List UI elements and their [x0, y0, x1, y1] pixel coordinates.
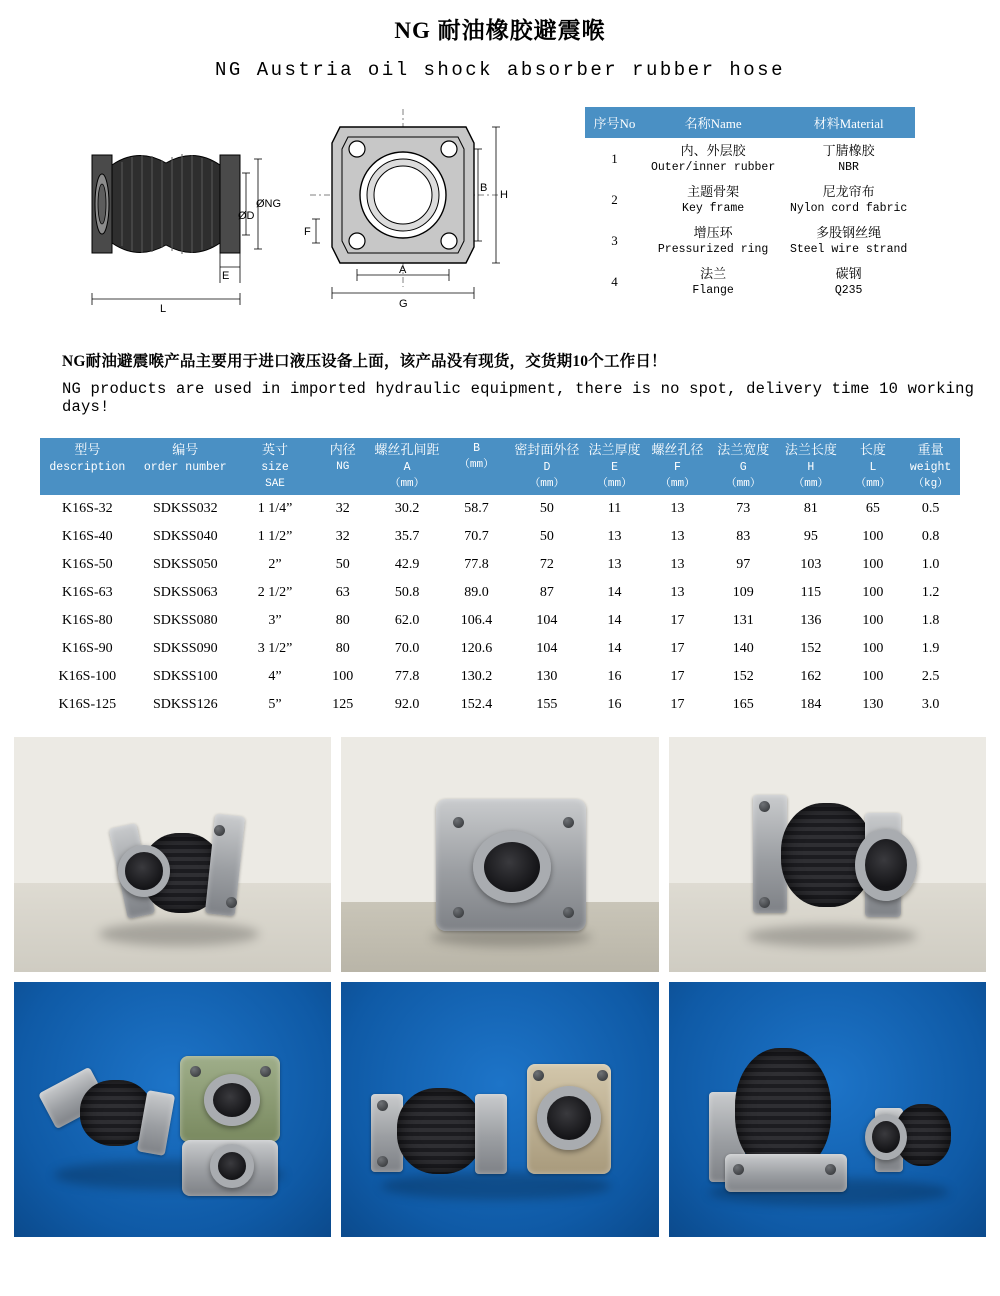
spec-cell-weight: 1.0	[921, 557, 940, 573]
material-name-en: Key frame	[682, 201, 745, 215]
spec-header-flange-length-h	[777, 438, 845, 495]
drawing-side-svg	[70, 107, 290, 317]
spec-cell-ng: 80	[335, 613, 350, 629]
spec-cell-e: 11	[607, 501, 622, 517]
material-cell-index: 4	[611, 273, 618, 289]
spec-cell-l: 130	[862, 697, 884, 713]
spec-cell-f: 17	[670, 613, 685, 629]
spec-cell-f: 13	[670, 585, 685, 601]
spec-header-l3: （mm）	[855, 477, 891, 490]
spec-cell-weight: 0.5	[921, 501, 940, 517]
spec-cell-weight: 1.9	[921, 641, 940, 657]
spec-header-l1: 法兰长度	[784, 442, 837, 457]
spec-cell-ng: 80	[335, 641, 350, 657]
material-name-cn: 主题骨架	[687, 184, 740, 200]
spec-cell-order: SDKSS090	[153, 641, 218, 657]
top-diagram-area	[0, 97, 1000, 327]
material-cell-name	[644, 179, 783, 220]
spec-cell-g: 83	[736, 529, 751, 545]
spec-cell-d: 50	[539, 501, 554, 517]
material-name-en: Flange	[692, 283, 734, 297]
spec-cell-l: 65	[865, 501, 880, 517]
spec-cell-ng: 32	[335, 529, 350, 545]
spec-table-wrapper	[40, 438, 960, 719]
table-row	[40, 691, 960, 719]
description-paragraph	[62, 349, 1000, 416]
spec-cell-e: 13	[607, 529, 622, 545]
spec-table	[40, 438, 960, 719]
table-row	[40, 635, 960, 663]
spec-cell-order: SDKSS100	[153, 669, 218, 685]
spec-header-l3: （mm）	[793, 477, 829, 490]
spec-cell-model: K16S-40	[62, 529, 113, 545]
product-photo-angle-view	[14, 737, 331, 972]
spec-cell-e: 14	[607, 585, 622, 601]
photo-row-top	[0, 737, 1000, 972]
spec-cell-e: 14	[607, 641, 622, 657]
material-name-cn: 内、外层胶	[680, 143, 746, 158]
spec-cell-h: 152	[800, 641, 822, 657]
table-row	[40, 551, 960, 579]
spec-cell-size: 1 1/4”	[257, 501, 293, 517]
spec-cell-ng: 63	[335, 585, 350, 601]
drawing-label-dd: ØD	[238, 210, 255, 222]
material-header-index: 序号No	[586, 108, 644, 138]
material-material-en: Steel wire strand	[789, 242, 908, 256]
spec-cell-order: SDKSS063	[153, 585, 218, 601]
spec-cell-a: 30.2	[394, 501, 420, 517]
material-cell-material	[783, 179, 915, 220]
spec-cell-b: 58.7	[464, 501, 489, 517]
spec-header-row	[40, 438, 960, 495]
spec-cell-size: 4”	[268, 669, 282, 685]
spec-cell-order: SDKSS050	[153, 557, 218, 573]
spec-cell-model: K16S-50	[62, 557, 113, 573]
drawing-label-b: B	[480, 182, 488, 194]
spec-cell-h: 184	[800, 697, 822, 713]
product-photo-group-right	[669, 982, 986, 1237]
spec-cell-d: 104	[536, 613, 558, 629]
material-cell-name	[644, 138, 783, 180]
spec-header-bolt-hole-diameter-f	[646, 438, 710, 495]
spec-cell-size: 3”	[268, 613, 282, 629]
spec-cell-b: 120.6	[460, 641, 493, 657]
spec-cell-g: 97	[736, 557, 751, 573]
spec-header-weight	[901, 438, 960, 495]
spec-cell-order: SDKSS032	[153, 501, 218, 517]
spec-header-l2: description	[49, 460, 126, 474]
spec-cell-h: 115	[800, 585, 822, 601]
technical-drawing-side	[70, 107, 290, 322]
spec-cell-model: K16S-80	[62, 613, 113, 629]
spec-header-l3: （mm）	[458, 458, 495, 471]
material-material-en: NBR	[838, 160, 859, 174]
spec-header-l1: 重量	[917, 442, 944, 457]
spec-header-l1: 螺丝孔径	[651, 442, 704, 457]
product-photo-side-view	[669, 737, 986, 972]
photo-bore	[865, 1114, 907, 1160]
product-photo-gallery	[0, 737, 1000, 1237]
spec-header-seal-outer-diameter-d	[510, 438, 583, 495]
material-table	[585, 107, 915, 302]
spec-header-l1: 编号	[172, 442, 199, 457]
spec-cell-g: 165	[732, 697, 754, 713]
spec-cell-l: 100	[862, 613, 884, 629]
material-table-row	[586, 179, 915, 220]
spec-cell-size: 3 1/2”	[257, 641, 293, 657]
spec-header-bolt-spacing-a	[371, 438, 442, 495]
material-cell-name	[644, 261, 783, 302]
material-cell-index: 3	[611, 232, 618, 248]
spec-cell-a: 92.0	[394, 697, 420, 713]
spec-cell-size: 2”	[268, 557, 282, 573]
spec-header-inner-diameter	[314, 438, 371, 495]
spec-header-l1: 型号	[74, 442, 101, 457]
spec-cell-model: K16S-90	[62, 641, 113, 657]
material-header-name: 名称Name	[644, 108, 783, 138]
drawing-label-h: H	[500, 189, 508, 201]
spec-cell-f: 17	[670, 641, 685, 657]
spec-cell-order: SDKSS040	[153, 529, 218, 545]
product-photo-front-view	[341, 737, 658, 972]
material-table-row	[586, 138, 915, 180]
spec-header-l2: E	[611, 460, 618, 474]
spec-cell-b: 106.4	[460, 613, 493, 629]
table-row	[40, 523, 960, 551]
spec-cell-a: 62.0	[394, 613, 420, 629]
spec-cell-l: 100	[862, 669, 884, 685]
spec-cell-g: 131	[732, 613, 754, 629]
spec-cell-d: 155	[536, 697, 558, 713]
photo-bore	[855, 829, 917, 901]
spec-cell-d: 130	[536, 669, 558, 685]
spec-cell-h: 81	[803, 501, 818, 517]
spec-header-l2: F	[674, 460, 681, 474]
spec-cell-order: SDKSS080	[153, 613, 218, 629]
material-cell-name	[644, 220, 783, 261]
spec-header-l3: （mm）	[725, 477, 761, 490]
material-material-cn: 碳钢	[835, 266, 862, 282]
spec-header-l2: A	[403, 460, 411, 474]
spec-header-b	[443, 438, 511, 495]
material-header-material: 材料Material	[783, 108, 915, 138]
spec-cell-b: 77.8	[464, 557, 489, 573]
spec-header-flange-width-g	[709, 438, 777, 495]
table-row	[40, 495, 960, 523]
spec-header-length-l	[845, 438, 901, 495]
spec-cell-h: 136	[800, 613, 822, 629]
spec-cell-model: K16S-32	[62, 501, 113, 517]
spec-cell-model: K16S-63	[62, 585, 113, 601]
spec-cell-d: 87	[539, 585, 554, 601]
spec-cell-a: 70.0	[394, 641, 420, 657]
material-name-cn: 法兰	[700, 266, 727, 282]
spec-cell-h: 162	[800, 669, 822, 685]
spec-cell-f: 13	[670, 529, 685, 545]
spec-cell-ng: 50	[335, 557, 350, 573]
photo-bellow	[397, 1088, 483, 1174]
drawing-label-e: E	[222, 270, 230, 282]
spec-header-l2: H	[807, 460, 815, 474]
page-title-cn: NG 耐油橡胶避震喉	[394, 18, 606, 43]
spec-header-l2: L	[869, 460, 877, 474]
spec-cell-g: 140	[732, 641, 754, 657]
spec-cell-a: 35.7	[394, 529, 420, 545]
spec-header-l2: weight	[909, 460, 952, 474]
spec-header-l3: （kg）	[912, 477, 949, 490]
spec-header-l1: 英寸	[262, 442, 289, 457]
table-row	[40, 579, 960, 607]
spec-header-l1: 法兰厚度	[588, 442, 641, 457]
product-photo-group-left	[14, 982, 331, 1237]
spec-cell-g: 73	[736, 501, 751, 517]
description-line-cn: NG耐油避震喉产品主要用于进口液压设备上面，该产品没有现货，交货期10个工作日！	[62, 353, 667, 370]
spec-cell-h: 95	[803, 529, 818, 545]
photo-flange	[475, 1094, 507, 1174]
material-material-cn: 尼龙帘布	[822, 184, 875, 200]
spec-header-l1: 螺丝孔间距	[374, 442, 440, 457]
spec-cell-e: 16	[607, 669, 622, 685]
spec-cell-size: 5”	[268, 697, 282, 713]
spec-header-l2: order number	[143, 460, 227, 474]
table-row	[40, 663, 960, 691]
spec-cell-weight: 3.0	[921, 697, 940, 713]
material-table-header-row	[586, 108, 915, 138]
spec-header-l2: size	[261, 460, 289, 474]
spec-header-size	[236, 438, 314, 495]
spec-header-order-number	[135, 438, 236, 495]
spec-cell-a: 42.9	[394, 557, 420, 573]
spec-header-l3: SAE	[265, 477, 285, 490]
spec-cell-a: 50.8	[394, 585, 420, 601]
spec-cell-model: K16S-125	[58, 697, 117, 713]
spec-cell-f: 17	[670, 697, 685, 713]
spec-cell-l: 100	[862, 585, 884, 601]
spec-header-l3: （mm）	[529, 477, 565, 490]
spec-cell-f: 13	[670, 557, 685, 573]
spec-cell-model: K16S-100	[58, 669, 117, 685]
spec-header-l3: （mm）	[596, 477, 633, 490]
spec-cell-b: 89.0	[464, 585, 489, 601]
spec-cell-g: 152	[732, 669, 754, 685]
page-title-en: NG Austria oil shock absorber rubber hose	[215, 59, 785, 81]
spec-cell-f: 13	[670, 501, 685, 517]
spec-cell-d: 104	[536, 641, 558, 657]
spec-cell-b: 70.7	[464, 529, 489, 545]
spec-cell-l: 100	[862, 529, 884, 545]
spec-cell-b: 152.4	[460, 697, 493, 713]
spec-cell-h: 103	[800, 557, 822, 573]
material-cell-material	[783, 138, 915, 180]
spec-header-l1: 法兰宽度	[717, 442, 770, 457]
spec-header-l1: 内径	[329, 442, 356, 457]
material-material-cn: 多股钢丝绳	[816, 225, 882, 241]
material-cell-index: 2	[611, 191, 618, 207]
spec-cell-e: 13	[607, 557, 622, 573]
spec-cell-l: 100	[862, 557, 884, 573]
photo-row-bottom	[0, 982, 1000, 1237]
material-cell-material	[783, 220, 915, 261]
drawing-flange-svg	[300, 97, 540, 312]
spec-header-l3: （mm）	[389, 477, 425, 490]
spec-cell-l: 100	[862, 641, 884, 657]
spec-cell-weight: 1.2	[921, 585, 940, 601]
spec-header-l1: 长度	[859, 442, 886, 457]
spec-header-l2: D	[543, 460, 551, 474]
material-table-row	[586, 220, 915, 261]
spec-cell-f: 17	[670, 669, 685, 685]
drawing-label-dng: ØNG	[256, 198, 282, 210]
spec-header-l2: B	[473, 442, 480, 455]
table-row	[40, 607, 960, 635]
spec-cell-g: 109	[732, 585, 754, 601]
spec-cell-size: 1 1/2”	[257, 529, 293, 545]
product-photo-group-center	[341, 982, 658, 1237]
spec-cell-weight: 0.8	[921, 529, 940, 545]
spec-cell-b: 130.2	[460, 669, 493, 685]
spec-cell-ng: 125	[332, 697, 354, 713]
spec-table-body	[40, 495, 960, 719]
technical-drawing-flange-face	[300, 97, 540, 317]
spec-header-l2: G	[739, 460, 747, 474]
spec-header-description	[40, 438, 135, 495]
drawing-label-g: G	[399, 298, 408, 310]
spec-header-l3: NG	[336, 460, 350, 473]
material-material-en: Q235	[834, 283, 863, 297]
spec-cell-order: SDKSS126	[153, 697, 218, 713]
material-table-row	[586, 261, 915, 302]
spec-cell-e: 16	[607, 697, 622, 713]
spec-cell-d: 72	[539, 557, 554, 573]
spec-cell-d: 50	[539, 529, 554, 545]
spec-cell-ng: 100	[332, 669, 354, 685]
material-name-en: Outer/inner rubber	[651, 160, 776, 174]
spec-cell-a: 77.8	[394, 669, 420, 685]
spec-cell-weight: 1.8	[921, 613, 940, 629]
material-name-en: Pressurized ring	[657, 242, 769, 256]
spec-header-l1: 密封面外径	[514, 442, 580, 457]
spec-cell-ng: 32	[335, 501, 350, 517]
spec-header-l3: （mm）	[659, 477, 696, 490]
material-cell-index: 1	[611, 150, 618, 166]
drawing-label-l: L	[160, 303, 167, 315]
spec-cell-size: 2 1/2”	[257, 585, 293, 601]
material-cell-material	[783, 261, 915, 302]
spec-cell-e: 14	[607, 613, 622, 629]
description-line-en: NG products are used in imported hydraulic equipment, there is no spot, delivery time 10 working days!	[62, 380, 975, 416]
material-name-cn: 增压环	[693, 225, 733, 241]
spec-cell-weight: 2.5	[921, 669, 940, 685]
drawing-label-a: A	[399, 264, 407, 276]
drawing-label-f: F	[304, 226, 311, 238]
material-material-en: Nylon cord fabric	[789, 201, 908, 215]
material-material-cn: 丁腈橡胶	[822, 143, 875, 158]
spec-header-flange-thickness-e	[584, 438, 646, 495]
